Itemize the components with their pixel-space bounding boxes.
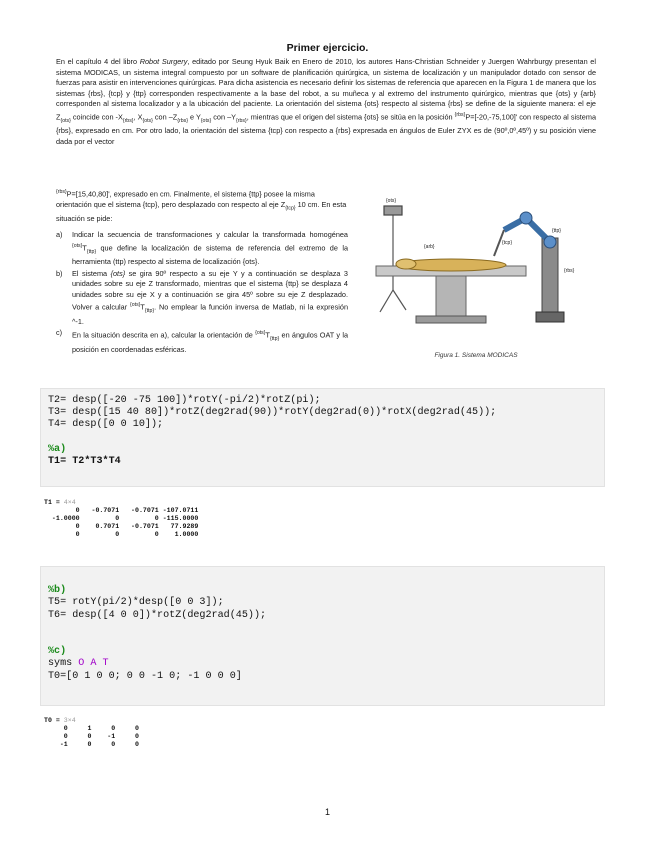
code-line: T3= desp([15 40 80])*rotZ(deg2rad(90))*rotY(deg2rad(0))*rotX(deg2rad(45)); [48,407,497,419]
task-list [56,230,348,355]
task-a: a) Indicar la secuencia de transformaciones y calcular la transformada homogénea $^{\{ots\}}T_{\{ttp\}}$ que define la localización de sistema de referencia del extremo de la herramienta (ttp) respecto al sistema de localización {ots}. [56,230,348,267]
code-line: T0=[0 1 0 0; 0 0 -1 0; -1 0 0 0] [48,670,242,682]
exercise-title: Primer ejercicio. [286,42,369,54]
page-number: 1 [324,807,330,817]
intro-paragraph: En el capítulo 4 del libro Robot Surgery, editado por Seung Hyuk Baik en Enero de 2010, los autores Hans-Christian Schneider y Juergen Wahrburgy presentan el sistema MODICAS, un sistema integral compuesto por un software de planificación quirúrgica, un sistema de localización y un manipulador dotado con sensor de fuerzas para asistir en intervenciones quirúrgicas. Para dicha asistencia es necesario definir los sistemas de referencia que aparecen en la Figura 1 de manera que los sistemas {rbs}, {tcp} y {ttp} corresponden respectivamente a la base del robot, a su muñeca y al extremo del instrumento quirúrgico, mientras que {ots} y {arb} corresponden al sistema localizador y a la ubicación del paciente. La orientación del sistema {ots} respecto al sistema {rbs} se define de la siguiente manera: el eje $Z_{\{ots\}}$ coincide con $-X_{\{rbs\}}$, $X_{\{ots\}}$ con $-Z_{\{rbs\}}$ e $Y_{\{ots\}}$ con $-Y_{\{rbs\}}$, mientras que el origen del sistema {ots} se sitúa en la posición $^{\{rbs\}}$P=[-20,-75,100]' con respecto al sistema {rbs}, expresado en cm. Por otro lado, la orientación del sistema {tcp} con respecto a {rbs} expresada en ángulos de Euler ZYX es de (90º,0º,45º) y su posición viene dada por el vector [56,57,596,146]
modicas-illustration [356,192,596,350]
code-block-2[interactable] [40,566,605,706]
task-b: b) El sistema {ots} se gira 90º respecto a su eje Y y a continuación se desplaza 3 unidades sobre su eje Z transformado, mientras que el sistema {ttp} se desplaza 4 unidades sobre su eje X y a continuación se gira 45º sobre su eje Z desplazado. Volver a calcular $^{\{ots\}}T_{\{ttp\}}$. No emplear la función inversa de Matlab, ni la expresión ^-1. [56,268,348,326]
label-tcp: {tcp} [502,240,513,246]
task-c: c) En la situación descrita en a), calcular la orientación de $^{\{ots\}}T_{\{ttp\}}$ en ángulos OAT y la posición en coordenadas esféricas. [56,328,348,354]
code-line [48,573,597,585]
operating-table [376,259,526,323]
code-comment: %a) [48,443,67,455]
label-ttp: {ttp} [552,228,561,234]
code-line: T4= desp([0 0 10]); [48,419,164,431]
output-size: 3×4 [63,717,76,724]
label-arb: {arb} [424,244,435,250]
label-ots: {ots} [386,198,397,204]
code-line [48,432,597,444]
output-t0 [44,717,139,749]
code-line-syms [48,658,597,670]
output-row: 0 0.7071 -0.7071 77.9289 [44,523,199,530]
output-var-name: T1 = [44,499,64,506]
output-row: 0 -0.7071 -0.7071 -107.0711 [44,507,199,514]
output-var-name: T0 = [44,717,64,724]
output-row: -1.0000 0 0 -115.0000 [44,515,199,522]
output-row: -1 0 0 0 [44,741,139,748]
output-row: 0 0 0 1.0000 [44,531,199,538]
code-line: T6= desp([4 0 0])*rotZ(deg2rad(45)); [48,609,267,621]
intro-continuation: $^{\{rbs\}}$P=[15,40,80]', expresado en cm. Finalmente, el sistema {ttp} posee la misma orientación que el sistema {tcp}, pero desplazado con respecto al eje $Z_{\{tcp\}}$ 10 cm. En esta situación se pide: a) Indicar la secuencia de transformaciones y calcular la transformada homogénea $^{\{ots\}}T_{\{ttp\}}$ que define la localización de sistema de referencia del extremo de la herramienta (ttp) respecto al sistema de localización {ots}. b) El sistema {ots} se gira 90º respecto a su eje Y y a continuación se desplaza 3 unidades sobre su eje Z transformado, mientras que el sistema {ttp} se desplaza 4 unidades sobre su eje X y a continuación se gira 45º sobre su eje Z desplazado. Volver a calcular $^{\{ots\}}T_{\{ttp\}}$. No emplear la función inversa de Matlab, ni la expresión ^-1. c) En la situación descrita en a), calcular la orientación de $^{\{ots\}}T_{\{ttp\}}$ en ángulos OAT y la posición en coordenadas esféricas. [56,189,348,354]
syms-variables: O A T [78,658,109,670]
code-line: T2= desp([-20 -75 100])*rotY(-pi/2)*rotZ(pi); [48,395,321,406]
code-block-1[interactable] [40,388,605,487]
code-line: T1= T2*T3*T4 [48,455,121,467]
code-line: T5= rotY(pi/2)*desp([0 0 3]); [48,597,224,609]
label-rbs: {rbs} [564,268,575,274]
figure-caption: Figura 1. Sistema MODICAS [434,352,518,359]
output-size: 4×4 [63,499,76,506]
output-row: 0 0 -1 0 [44,733,139,740]
syms-keyword: syms [48,658,79,670]
output-row: 0 1 0 0 [44,725,139,732]
code-comment: %b) [48,585,67,597]
modicas-figure [356,192,596,362]
output-t1 [44,499,198,539]
code-line [48,634,597,646]
code-line [48,622,597,634]
code-comment: %c) [48,646,67,658]
